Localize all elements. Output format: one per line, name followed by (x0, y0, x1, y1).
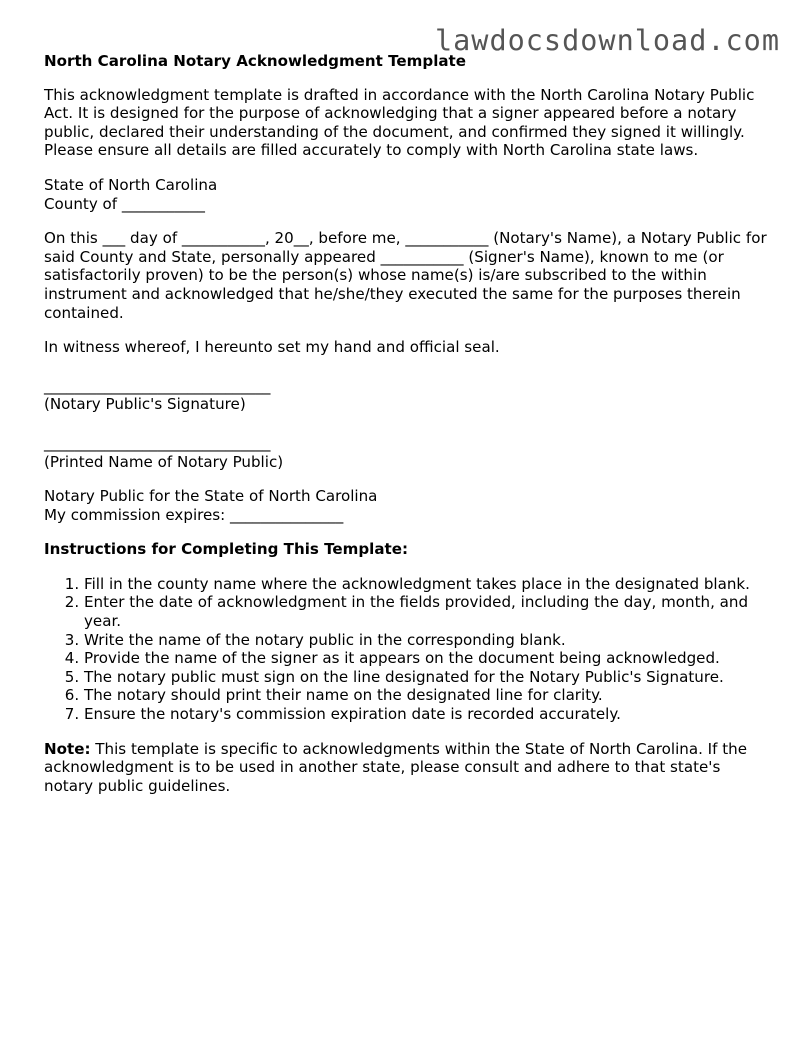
note-label: Note: (44, 739, 91, 758)
notary-signature-block (44, 377, 774, 414)
printed-name-block (44, 434, 774, 471)
commission-expires: My commission expires: _______________ (44, 505, 344, 524)
document-title: North Carolina Notary Acknowledgment Template (44, 52, 467, 70)
venue-county: County of ___________ (44, 194, 205, 213)
watermark: lawdocsdownload.com (434, 24, 780, 57)
document-page (44, 52, 774, 795)
instruction-item: 5. The notary public must sign on the line designated for the Notary Public's Signature. (84, 668, 774, 687)
signature-line: ______________________________ (44, 376, 271, 395)
witness-statement: In witness whereof, I hereunto set my hand and official seal. (44, 338, 500, 357)
printed-name-line: ______________________________ (44, 433, 271, 452)
venue-block (44, 176, 774, 213)
commission-block (44, 487, 774, 524)
note-paragraph (44, 740, 774, 796)
venue-state: State of North Carolina (44, 175, 218, 194)
instructions-list (44, 575, 774, 724)
intro-paragraph: This acknowledgment template is drafted in accordance with the North Carolina Notary Public Act. It is designed for the purpose of acknowledging that a signer appeared before a notary public, declared their understanding of the document, and confirmed they signed it willingly. Please ensure all details are filled accurately to comply with North Carolina state laws. (44, 85, 755, 160)
acknowledgment-paragraph: On this ___ day of ___________, 20__, before me, ___________ (Notary's Name), a Notary Public for said County and State, personally appeared ___________ (Signer's Name), known to me (or satisfactorily proven) to be the person(s) whose name(s) is/are subscribed to the within instrument and acknowledged that he/she/they executed the same for the purposes therein contained. (44, 229, 767, 322)
instruction-item: 6. The notary should print their name on the designated line for clarity. (84, 686, 774, 705)
instruction-item: 7. Ensure the notary's commission expiration date is recorded accurately. (84, 705, 774, 724)
instructions-heading: Instructions for Completing This Template: (44, 540, 409, 559)
instruction-item: 3. Write the name of the notary public in the corresponding blank. (84, 631, 774, 650)
note-text: This template is specific to acknowledgments within the State of North Carolina. If the acknowledgment is to be used in another state, please consult and adhere to that state's notary public guidelines. (44, 739, 748, 795)
signature-label: (Notary Public's Signature) (44, 395, 246, 414)
instruction-item: 2. Enter the date of acknowledgment in the fields provided, including the day, month, and year. (84, 593, 774, 630)
instruction-item: 1. Fill in the county name where the acknowledgment takes place in the designated blank. (84, 575, 774, 594)
instruction-item: 4. Provide the name of the signer as it appears on the document being acknowledged. (84, 649, 774, 668)
printed-name-label: (Printed Name of Notary Public) (44, 452, 284, 471)
notary-for-state: Notary Public for the State of North Carolina (44, 487, 378, 506)
